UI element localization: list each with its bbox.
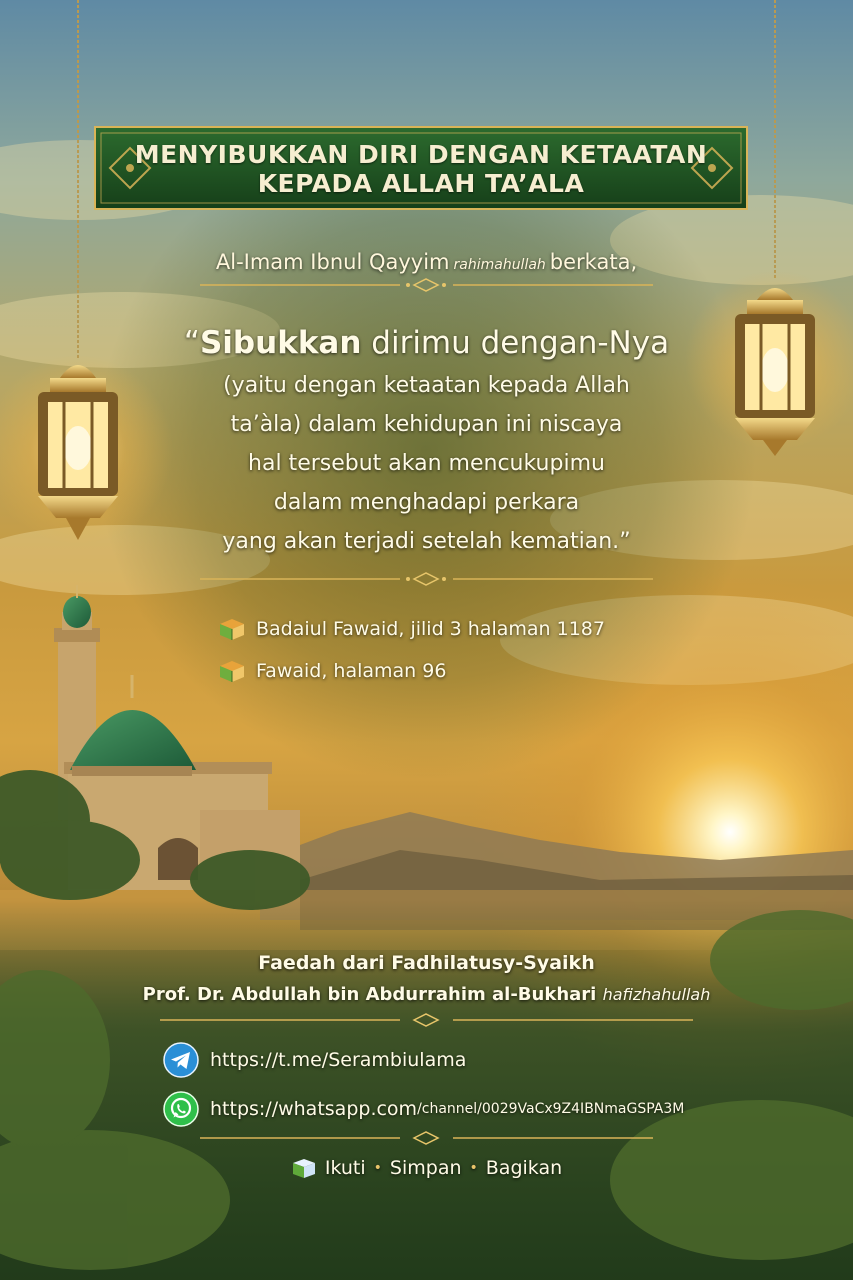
ornament-divider-mid <box>200 572 653 586</box>
quote-line-1 <box>150 320 703 366</box>
telegram-link[interactable] <box>163 1041 466 1079</box>
quote-line-6-text: yang akan terjadi setelah kematian. <box>222 529 620 554</box>
ornament-divider-bottom <box>200 1131 653 1145</box>
reference-text: Badaiul Fawaid, jilid 3 halaman 1187 <box>256 618 605 640</box>
quote-lead-bold: Sibukkan <box>199 325 362 361</box>
telegram-icon <box>163 1042 199 1078</box>
whatsapp-url-suffix: /channel/0029VaCx9Z4IBNmaGSPA3M <box>417 1101 685 1117</box>
follow-action[interactable]: Ikuti <box>324 1157 366 1179</box>
attribution-verb: berkata, <box>549 250 638 274</box>
speaker-honorific: rahimahullah <box>453 257 546 273</box>
quote-lead-rest: dirimu dengan-Nya <box>371 325 670 361</box>
save-action[interactable]: Simpan <box>389 1157 462 1179</box>
quote-line-4: hal tersebut akan mencukupimu <box>248 451 605 476</box>
quote-block <box>150 320 703 561</box>
quote-open-mark: “ <box>183 325 200 361</box>
book-stack-icon <box>217 616 247 642</box>
telegram-url: https://t.me/Serambiulama <box>210 1049 467 1071</box>
credit-line-2 <box>0 984 853 1005</box>
book-stack-icon <box>217 658 247 684</box>
quote-line-5: dalam menghadapi perkara <box>273 490 580 515</box>
page-title <box>95 140 747 198</box>
quote-line-3: ta’àla) dalam kehidupan ini niscaya <box>230 412 623 437</box>
scholar-honorific: hafizhahullah <box>602 985 711 1004</box>
ornament-divider-credit <box>160 1013 693 1027</box>
quote-close-mark: ” <box>619 529 631 554</box>
action-row <box>0 1156 853 1180</box>
reference-item <box>217 616 605 642</box>
separator-dot: • <box>469 1160 478 1176</box>
credit-line-1: Faedah dari Fadhilatusy-Syaikh <box>258 952 595 974</box>
quote-line-2: (yaitu dengan ketaatan kepada Allah <box>223 373 630 398</box>
whatsapp-icon <box>163 1091 199 1127</box>
reference-item <box>217 658 446 684</box>
quote-line-6 <box>150 522 703 561</box>
whatsapp-url-prefix: https://whatsapp.com <box>210 1098 418 1120</box>
title-line-1: MENYIBUKKAN DIRI DENGAN KETAATAN <box>134 140 708 169</box>
separator-dot: • <box>373 1160 382 1176</box>
reference-text: Fawaid, halaman 96 <box>256 660 447 682</box>
attribution <box>0 250 853 274</box>
title-banner <box>95 127 747 209</box>
ornament-divider-top <box>200 278 653 292</box>
scholar-name: Prof. Dr. Abdullah bin Abdurrahim al-Bukhari <box>142 984 597 1005</box>
whatsapp-link[interactable] <box>163 1090 684 1128</box>
book-icon <box>291 1156 317 1180</box>
speaker-name: Al-Imam Ibnul Qayyim <box>215 250 450 274</box>
share-action[interactable]: Bagikan <box>485 1157 563 1179</box>
title-line-2: KEPADA ALLAH TA’ALA <box>257 169 585 198</box>
